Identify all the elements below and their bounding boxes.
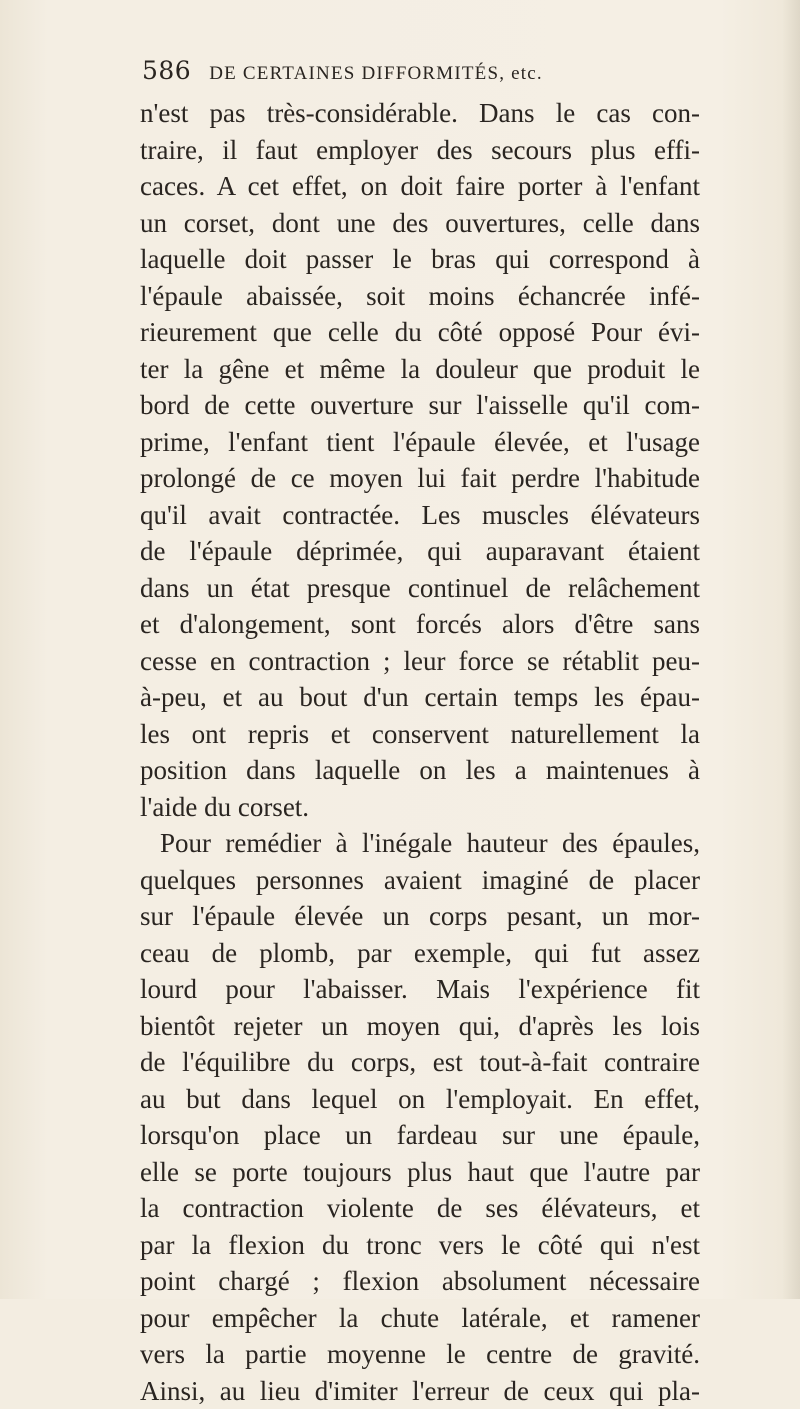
text-line: traire, il faut employer des secours plus effi- [140, 132, 700, 169]
text-line: de l'épaule déprimée, qui auparavant étaient [140, 533, 700, 570]
text-line-paragraph-start: Pour remédier à l'inégale hauteur des épaules, [140, 825, 700, 862]
text-line: à-peu, et au bout d'un certain temps les épau- [140, 679, 700, 716]
running-head [142, 56, 702, 90]
text-line: elle se porte toujours plus haut que l'autre par [140, 1154, 700, 1191]
text-line: quelques personnes avaient imaginé de placer [140, 862, 700, 899]
text-line: position dans laquelle on les a maintenues à [140, 752, 700, 789]
text-line: Ainsi, au lieu d'imiter l'erreur de ceux qui pla- [140, 1373, 700, 1409]
text-line: laquelle doit passer le bras qui correspond à [140, 241, 700, 278]
text-line: ceau de plomb, par exemple, qui fut assez [140, 935, 700, 972]
text-line: vers la partie moyenne le centre de gravité. [140, 1336, 700, 1373]
text-line: au but dans lequel on l'employait. En effet, [140, 1081, 700, 1118]
text-line: cesse en contraction ; leur force se rétablit peu- [140, 643, 700, 680]
page-number: 586 [142, 56, 191, 85]
text-line: lourd pour l'abaisser. Mais l'expérience fit [140, 971, 700, 1008]
text-line: sur l'épaule élevée un corps pesant, un mor- [140, 898, 700, 935]
text-line: les ont repris et conservent naturellement la [140, 716, 700, 753]
text-line: pour empêcher la chute latérale, et ramener [140, 1300, 700, 1337]
text-line: l'épaule abaissée, soit moins échancrée infé- [140, 278, 700, 315]
body-text [140, 95, 700, 1409]
text-line: dans un état presque continuel de relâchement [140, 570, 700, 607]
text-line: et d'alongement, sont forcés alors d'être sans [140, 606, 700, 643]
text-line: un corset, dont une des ouvertures, celle dans [140, 205, 700, 242]
running-title: DE CERTAINES DIFFORMITÉS, etc. [209, 63, 543, 85]
text-line: bientôt rejeter un moyen qui, d'après les lois [140, 1008, 700, 1045]
text-line: prime, l'enfant tient l'épaule élevée, et l'usage [140, 424, 700, 461]
text-line: lorsqu'on place un fardeau sur une épaule, [140, 1117, 700, 1154]
text-line: prolongé de ce moyen lui fait perdre l'habitude [140, 460, 700, 497]
text-line: de l'équilibre du corps, est tout-à-fait contraire [140, 1044, 700, 1081]
text-line: qu'il avait contractée. Les muscles élévateurs [140, 497, 700, 534]
text-line: la contraction violente de ses élévateurs, et [140, 1190, 700, 1227]
text-line: par la flexion du tronc vers le côté qui n'est [140, 1227, 700, 1264]
text-line: point chargé ; flexion absolument nécessaire [140, 1263, 700, 1300]
text-line-paragraph-end: l'aide du corset. [140, 789, 700, 826]
text-line: ter la gêne et même la douleur que produit le [140, 351, 700, 388]
page-edge-shadow [782, 0, 800, 1299]
text-line: caces. A cet effet, on doit faire porter à l'enfant [140, 168, 700, 205]
text-line: rieurement que celle du côté opposé Pour évi- [140, 314, 700, 351]
text-line: bord de cette ouverture sur l'aisselle qu'il com- [140, 387, 700, 424]
text-line: n'est pas très-considérable. Dans le cas con- [140, 95, 700, 132]
